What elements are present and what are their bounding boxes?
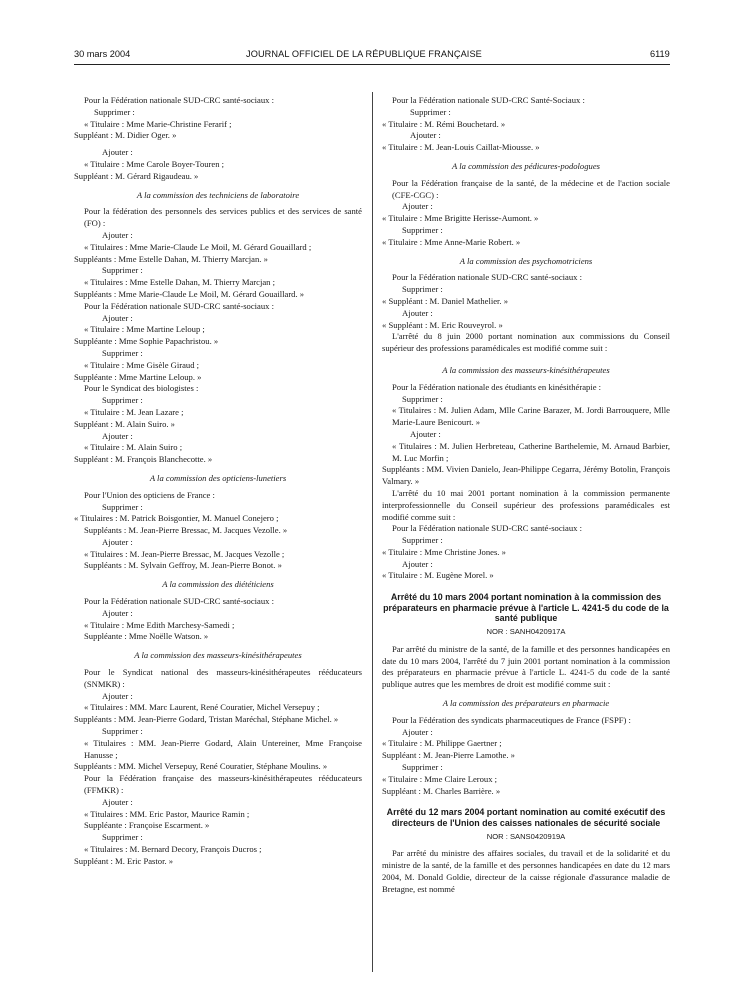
text-line: « Titulaires : Mme Estelle Dahan, M. Thierry Marcjan ;	[84, 277, 276, 288]
text-line: Ajouter :	[102, 312, 133, 323]
text-line: Supprimer :	[402, 535, 443, 546]
text-line: Pour la Fédération française de la santé, de la médecine et de l'action sociale (CFE-CGC) :	[392, 177, 670, 200]
text-line: Pour la Fédération nationale SUD-CRC santé-sociaux :	[84, 596, 274, 607]
text-line: Ajouter :	[102, 229, 133, 240]
text-line: Pour la Fédération nationale SUD-CRC santé-sociaux :	[84, 95, 274, 105]
text-line: « Titulaires : M. Bernard Decory, François Ducros ;	[84, 844, 262, 855]
text-line: « Titulaire : Mme Martine Leloup ;	[84, 324, 205, 335]
text-line: Suppléante : Mme Martine Leloup. »	[74, 371, 202, 382]
header-page-number: 6119	[650, 49, 670, 59]
decree-nor: NOR : SANH0420917A	[486, 627, 566, 637]
text-line: « Titulaires : MM. Eric Pastor, Maurice Ramin ;	[84, 808, 250, 819]
section-heading: A la commission des pédicures-podologues	[452, 160, 600, 171]
text-line: « Titulaire : Mme Claire Leroux ;	[382, 773, 498, 784]
text-line: Ajouter :	[102, 690, 133, 701]
text-line: « Titulaires : MM. Jean-Pierre Godard, Alain Untereiner, Mme Françoise Hanusse ;	[84, 737, 362, 760]
text-line: Supprimer :	[102, 501, 143, 512]
section-heading: A la commission des techniciens de laboratoire	[136, 189, 300, 200]
left-column	[74, 95, 362, 868]
text-line: Supprimer :	[102, 265, 143, 276]
text-line: Ajouter :	[402, 726, 433, 737]
text-line: Supprimer :	[402, 284, 443, 295]
text-line: Supprimer :	[102, 726, 143, 737]
text-line: Suppléant : M. François Blanchecotte. »	[74, 454, 213, 465]
section-heading: A la commission des diététiciens	[162, 579, 274, 590]
text-line: « Titulaire : M. Alain Suiro ;	[84, 442, 183, 453]
paragraph: L'arrêté du 10 mai 2001 portant nomination à la commission permanente interprofessionnelle du Conseil supérieur des professions paramédicales est modifié comme suit :	[382, 487, 670, 522]
text-line: « Titulaire : M. Jean-Louis Caillat-Miousse. »	[382, 142, 540, 153]
text-line: « Titulaire : Mme Christine Jones. »	[382, 546, 506, 557]
text-line: Suppléants : M. Jean-Pierre Bressac, M. Jacques Vezolle. »	[84, 525, 288, 536]
text-line: Supprimer :	[94, 106, 135, 117]
text-line: Pour la Fédération nationale des étudiants en kinésithérapie :	[392, 381, 602, 392]
text-line: Supprimer :	[402, 224, 443, 235]
text-line: « Titulaire : Mme Brigitte Herisse-Aumont. »	[382, 213, 539, 224]
text-line: « Titulaire : Mme Anne-Marie Robert. »	[382, 236, 521, 247]
text-line: « Titulaire : Mme Edith Marchesy-Samedi ;	[84, 619, 235, 630]
text-line: Suppléant : M. Alain Suiro. »	[74, 418, 175, 429]
text-line: Suppléants : Mme Marie-Claude Le Moil, M. Gérard Gouaillard. »	[74, 288, 305, 299]
text-line: Pour le Syndicat national des masseurs-kinésithérapeutes rééducateurs (SNMKR) :	[84, 667, 362, 689]
text-line: Ajouter :	[402, 201, 433, 212]
text-line: Pour la Fédération française des masseurs-kinésithérapeutes rééducateurs (FFMKR) :	[84, 773, 362, 796]
text-line: Ajouter :	[402, 307, 433, 318]
text-line: « Titulaires : MM. Marc Laurent, René Couratier, Michel Versepuy ;	[84, 702, 320, 713]
paragraph: Par arrêté du ministre des affaires sociales, du travail et de la solidarité et du ministre de la santé, de la famille et des personnes handicapées en date du 12 mars 2004, M. Donald Goldie, directeur de la caisse régionale d'assurance maladie de Bretagne, est nommé	[382, 848, 670, 894]
text-line: Ajouter :	[102, 430, 133, 441]
text-line: Supprimer :	[102, 832, 143, 843]
text-line: « Titulaires : M. Jean-Pierre Bressac, M. Jacques Vezolle ;	[84, 548, 285, 559]
text-line: Suppléants : MM. Michel Versepuy, René Couratier, Stéphane Moulins. »	[74, 761, 328, 772]
text-line: Pour la Fédération nationale SUD-CRC santé-sociaux :	[84, 300, 274, 311]
text-line: Pour la Fédération des syndicats pharmaceutiques de France (FSPF) :	[392, 714, 631, 725]
text-line: Suppléante : Mme Sophie Papachristou. »	[74, 336, 219, 347]
section-heading: A la commission des opticiens-lunetiers	[149, 472, 287, 483]
section-heading: A la commission des masseurs-kinésithérapeutes	[442, 364, 610, 375]
text-line: Ajouter :	[410, 428, 441, 439]
text-line: « Titulaire : M. Eugène Morel. »	[382, 570, 494, 581]
text-line: Supprimer :	[102, 395, 143, 406]
text-line: Suppléant : M. Jean-Pierre Lamothe. »	[382, 750, 515, 761]
right-column	[382, 95, 670, 896]
text-line: « Titulaire : M. Rémi Bouchetard. »	[382, 118, 506, 129]
text-line: « Titulaire : Mme Carole Boyer-Touren ;	[84, 158, 225, 169]
text-line: Suppléants : M. Sylvain Geffroy, M. Jean-Pierre Bonot. »	[84, 560, 282, 571]
text-line: Pour la Fédération nationale SUD-CRC santé-sociaux :	[392, 272, 582, 283]
column-divider	[372, 92, 373, 972]
text-line: « Titulaires : Mme Marie-Claude Le Moil, M. Gérard Gouaillard ;	[84, 241, 312, 252]
decree-nor: NOR : SANS0420919A	[486, 831, 566, 841]
text-line: Pour la Fédération nationale SUD-CRC santé-sociaux :	[392, 523, 582, 534]
paragraph: Par arrêté du ministre de la santé, de la famille et des personnes handicapées en date du 10 mars 2004, l'arrêté du 7 juin 2001 portant nomination à la commission des préparateurs en pharmacie prévue à l'article L. 4241-5 du code de la santé publique autres que les membres de droit est modifié comme suit :	[382, 643, 670, 690]
header-date: 30 mars 2004	[74, 49, 131, 59]
text-line: « Suppléant : M. Eric Rouveyrol. »	[382, 319, 503, 330]
text-line: Ajouter :	[402, 558, 433, 569]
text-line: « Titulaire : Mme Marie-Christine Ferarif ;	[84, 118, 232, 129]
text-line: Suppléante : Françoise Escarment. »	[84, 820, 210, 831]
decree-title: Arrêté du 12 mars 2004 portant nomination au comité exécutif des directeurs de l'Union des caisses nationales de sécurité sociale	[386, 807, 666, 829]
section-heading: A la commission des psychomotriciens	[459, 255, 593, 266]
text-line: « Titulaire : M. Philippe Gaertner ;	[382, 738, 502, 749]
header-rule	[74, 64, 670, 65]
text-line: Pour la fédération des personnels des services publics et des services de santé (FO) :	[84, 206, 362, 229]
text-line: Suppléante : Mme Noëlle Watson. »	[84, 631, 209, 642]
text-line: Supprimer :	[102, 347, 143, 358]
text-line: Suppléants : MM. Vivien Danielo, Jean-Philippe Cegarra, Jérémy Botolin, François Valmary. »	[382, 464, 670, 487]
text-line: Pour la Fédération nationale SUD-CRC Santé-Sociaux :	[392, 95, 585, 105]
text-line: Supprimer :	[402, 762, 443, 773]
section-heading: A la commission des préparateurs en pharmacie	[442, 698, 610, 709]
text-line: Ajouter :	[102, 607, 133, 618]
text-line: Suppléant : M. Eric Pastor. »	[74, 855, 174, 866]
text-line: « Titulaires : M. Julien Herbreteau, Catherine Barthelemie, M. Arnaud Barbier, M. Luc Morfin ;	[392, 440, 670, 463]
text-line: Ajouter :	[102, 536, 133, 547]
text-line: « Titulaires : M. Patrick Boisgontier, M. Manuel Conejero ;	[74, 513, 279, 524]
text-line: Supprimer :	[410, 106, 451, 117]
text-line: Suppléant : M. Charles Barrière. »	[382, 785, 501, 796]
text-line: Suppléant : M. Didier Oger. »	[74, 130, 177, 141]
paragraph: L'arrêté du 8 juin 2000 portant nomination aux commissions du Conseil supérieur des professions paramédicales est modifié comme suit :	[382, 331, 670, 354]
text-line: Pour l'Union des opticiens de France :	[84, 489, 215, 500]
text-line: Supprimer :	[402, 393, 443, 404]
decree-title: Arrêté du 10 mars 2004 portant nomination à la commission des préparateurs en pharmacie prévue à l'article L. 4241-5 du code de la santé publique	[383, 592, 669, 624]
text-line: Ajouter :	[102, 147, 133, 158]
section-heading: A la commission des masseurs-kinésithérapeutes	[134, 650, 302, 661]
text-line: « Suppléant : M. Daniel Mathelier. »	[382, 295, 509, 306]
text-line: Suppléants : Mme Estelle Dahan, M. Thierry Marcjan. »	[74, 253, 268, 264]
text-line: Ajouter :	[102, 796, 133, 807]
text-line: Suppléant : M. Gérard Rigaudeau. »	[74, 170, 199, 181]
text-line: « Titulaire : M. Jean Lazare ;	[84, 406, 184, 417]
text-line: Suppléants : MM. Jean-Pierre Godard, Tristan Maréchal, Stéphane Michel. »	[74, 714, 339, 725]
text-line: « Titulaire : Mme Gisèle Giraud ;	[84, 359, 200, 370]
header-title: JOURNAL OFFICIEL DE LA RÉPUBLIQUE FRANÇAISE	[246, 49, 482, 59]
text-line: Pour le Syndicat des biologistes :	[84, 383, 199, 394]
text-line: Ajouter :	[410, 130, 441, 141]
text-line: « Titulaires : M. Julien Adam, Mlle Carine Barazer, M. Jordi Barrouquere, Mlle Marie-Laure Benicourt. »	[392, 405, 670, 428]
